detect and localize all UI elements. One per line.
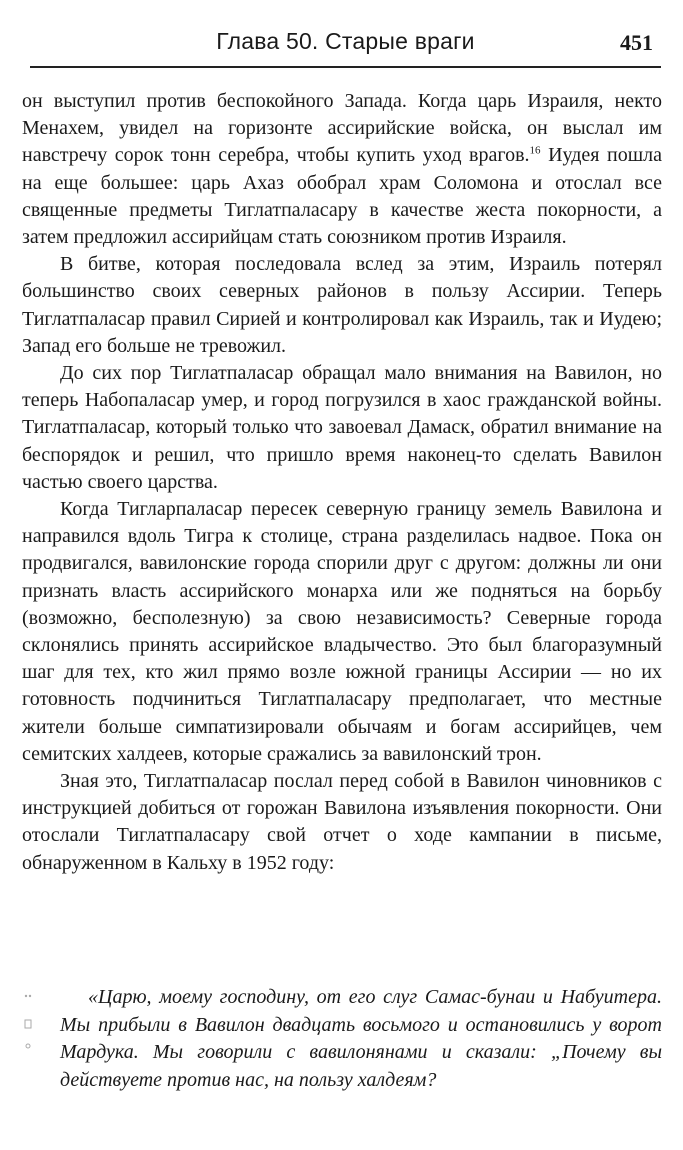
chapter-title: Глава 50. Старые враги <box>216 28 475 54</box>
running-header <box>30 28 661 68</box>
footnote-ref-16: 16 <box>529 144 541 157</box>
paragraph-1 <box>22 88 662 251</box>
quote-text: «Царю, моему господину, от его слуг Самас-бунаи и Набуитера. Мы прибыли в Вавилон двадцать восьмого и остановились у ворот Мардука. Мы говорили с вавилонянами и сказали: „Почему вы действуете против нас, на пользу халдеям? <box>60 986 662 1091</box>
paragraph-1-text-a: он выступил против беспокойного Запада. Когда царь Израиля, некто Менахем, увидел на горизонте ассирийские войска, он выслал им навстречу сорок тонн серебра, чтобы купить уход врагов. <box>22 90 662 167</box>
body-text <box>22 88 662 877</box>
paragraph-3: До сих пор Тиглатпаласар обращал мало внимания на Вавилон, но теперь Набопаласар умер, и город погрузился в хаос гражданской войны. Тиглатпаласар, который только что завоевал Дамаск, обратил внимание на беспорядок и решил, что пришло время наконец-то сделать Вавилон частью своего царства. <box>22 362 662 493</box>
paragraph-4: Когда Тигларпаласар пересек северную границу земель Вавилона и направился вдоль Тигра к столице, страна разделилась надвое. Пока он продвигался, вавилонские города спорили друг с другом: должны ли они признать власть ассирийского монарха или же подняться на борьбу (возможно, бесполезную) за свою независимость? Северные города склонялись принять ассирийское владычество. Это был благоразумный шаг для тех, кто жил прямо возле южной границы Ассирии — но их готовность подчиниться Тиглатпаласару предполагает, что местные жители больше симпатизировали обычаям и богам ассирийцев, чем семитских халдеев, которые сражались за вавилонский трон. <box>22 498 662 765</box>
header-rule <box>30 66 661 68</box>
paragraph-5: Зная это, Тиглатпаласар послал перед собой в Вавилон чиновников с инструкцией добиться от горожан Вавилона изъявления покорности. Они отослали Тиглатпаласару свой отчет о ходе кампании в письме, обнаруженном в Кальху в 1952 году: <box>22 770 662 874</box>
paragraph-1-text-b: Иудея пошла на еще большее: царь Ахаз обобрал храм Соломона и отослал все священные предметы Тиглатпаласару в качестве жеста покорности, а затем предложил ассирийцам стать союзником против Израиля. <box>22 144 663 249</box>
paragraph-2: В битве, которая последовала вслед за этим, Израиль потерял большинство своих северных районов в пользу Ассирии. Теперь Тиглатпаласар правил Сирией и контролировал как Израиль, так и Иудею; Запад его больше не тревожил. <box>22 253 662 357</box>
page-number: 451 <box>620 30 653 55</box>
scan-artifact-icon <box>18 990 40 1080</box>
scan-margin-marks <box>18 990 40 1080</box>
block-quote <box>60 984 662 1094</box>
